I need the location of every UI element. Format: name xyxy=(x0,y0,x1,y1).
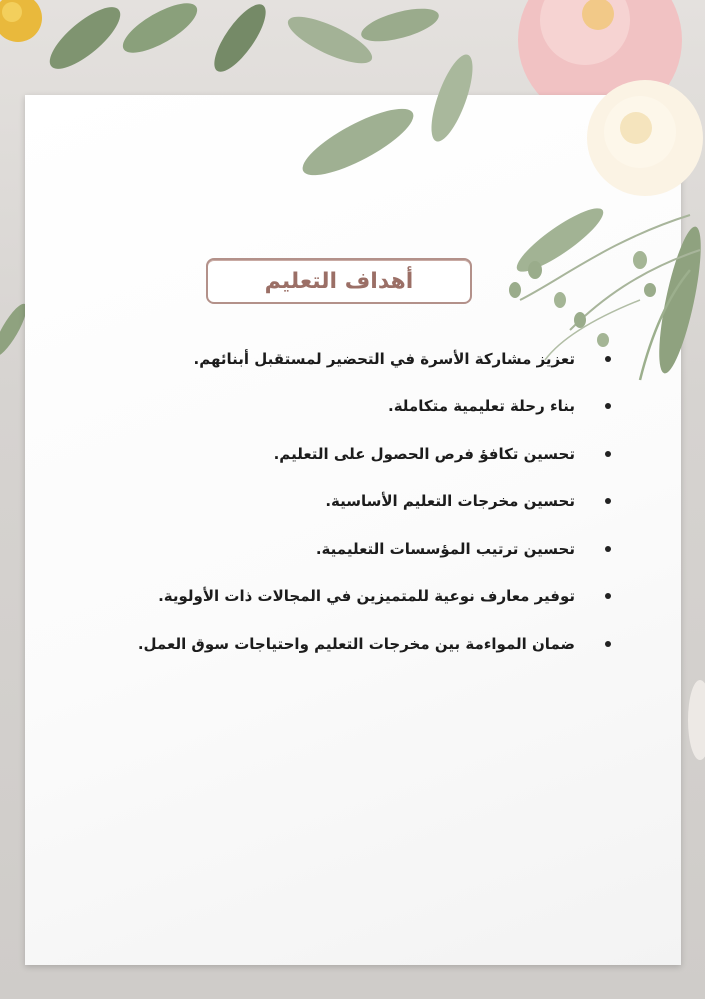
list-item-text: تحسين مخرجات التعليم الأساسية. xyxy=(325,492,575,511)
leaf-icon xyxy=(116,0,204,62)
list-item-text: توفير معارف نوعية للمتميزين في المجالات ذات الأولوية. xyxy=(158,587,575,606)
list-item xyxy=(105,573,575,621)
leaf-icon xyxy=(358,2,442,48)
list-item xyxy=(105,335,575,383)
leaf-icon xyxy=(41,0,129,79)
list-item-text: تحسين تكافؤ فرص الحصول على التعليم. xyxy=(273,444,575,463)
title-box xyxy=(206,258,472,304)
list-item-text: تعزيز مشاركة الأسرة في التحضير لمستقبل أبنائهم. xyxy=(193,349,575,368)
page-title: أهداف التعليم xyxy=(264,268,414,294)
list-item xyxy=(105,620,575,668)
bullet-icon xyxy=(605,451,611,457)
bullet-icon xyxy=(605,356,611,362)
list-item-text: تحسين ترتيب المؤسسات التعليمية. xyxy=(315,539,575,558)
leaf-icon xyxy=(282,8,377,72)
list-item-text: ضمان المواءمة بين مخرجات التعليم واحتياجات سوق العمل. xyxy=(137,634,575,653)
list-item xyxy=(105,478,575,526)
list-item xyxy=(105,525,575,573)
bullet-icon xyxy=(605,546,611,552)
leaf-icon xyxy=(206,0,275,79)
list-item-text: بناء رحلة تعليمية متكاملة. xyxy=(388,397,575,416)
list-item xyxy=(105,383,575,431)
goals-list xyxy=(105,335,575,668)
bullet-icon xyxy=(605,641,611,647)
list-item xyxy=(105,430,575,478)
